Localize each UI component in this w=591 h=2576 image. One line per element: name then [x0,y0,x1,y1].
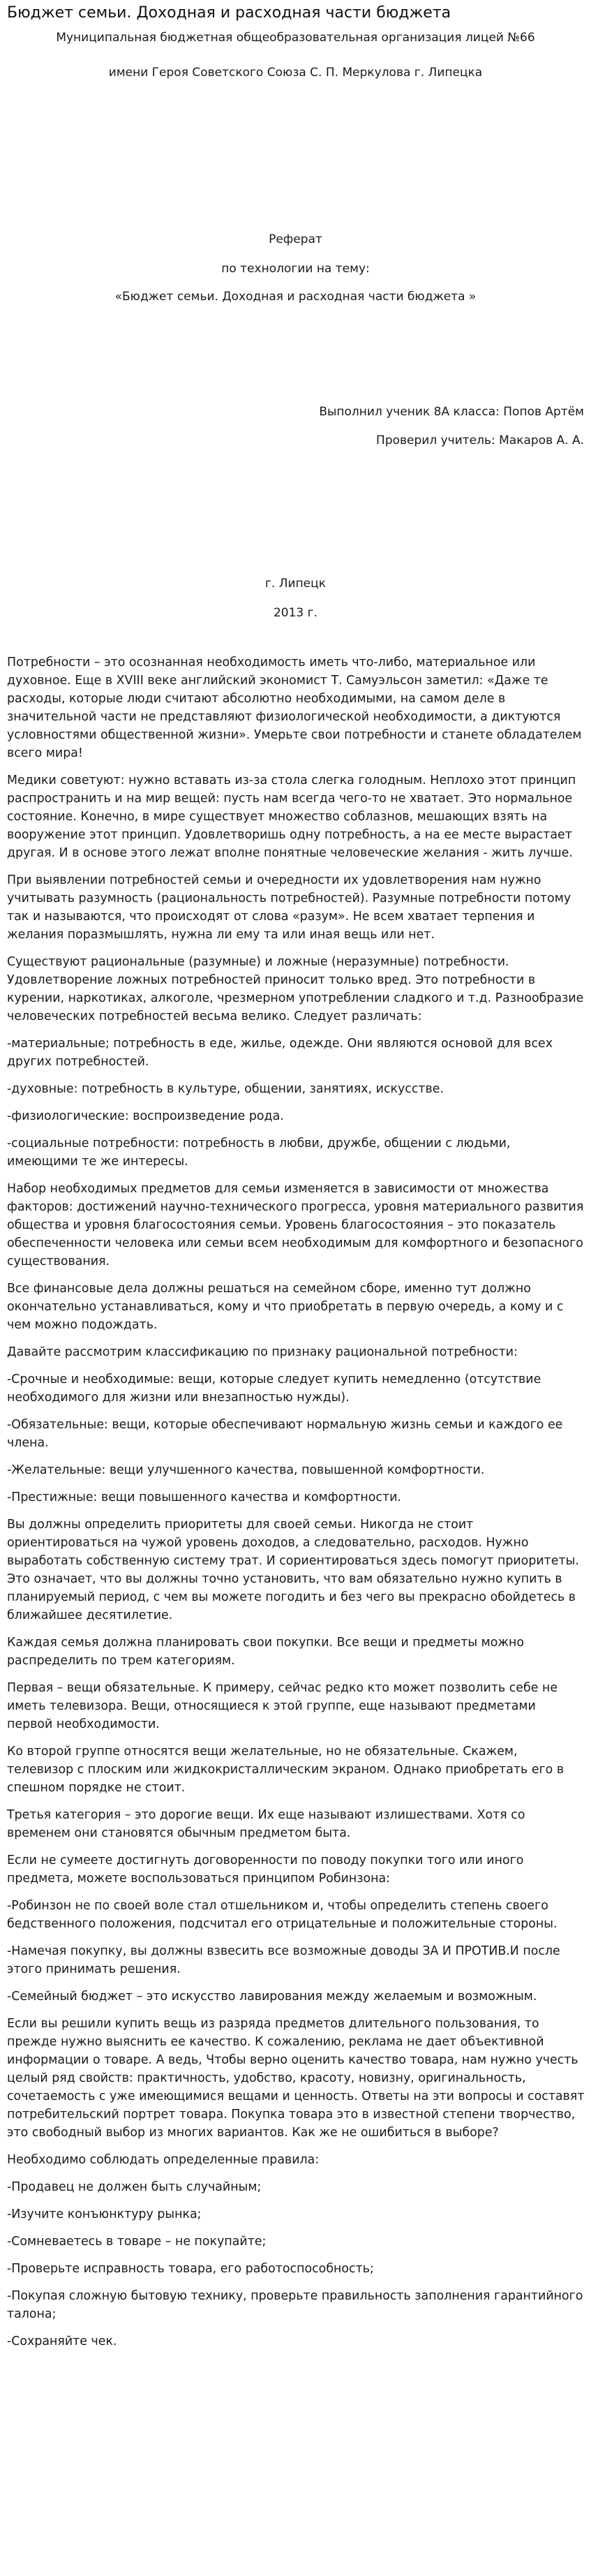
school-name-line2: имени Героя Советского Союза С. П. Меркулова г. Липецка [108,66,483,80]
paragraph: -духовные: потребность в культуре, общении, занятиях, искусстве. [7,1082,444,1096]
paragraph: -материальные; потребность в еде, жилье, одежде. Они являются основой для всех других потребностей. [7,1037,553,1069]
paragraph: Давайте рассмотрим классификацию по признаку рациональной потребности: [7,1345,518,1359]
essay-topic: «Бюджет семьи. Доходная и расходная части бюджета » [114,290,477,304]
paragraph: При выявлении потребностей семьи и очередности их удовлетворения нам нужно учитывать разумность (рациональность потребностей). Разумные потребности потому так и называются, что происходят от слова «разум». Не всем хватает терпения и желания поразмышлять, нужна ли ему та или иная вещь или нет. [7,873,571,942]
paragraph: Если вы решили купить вещь из разряда предметов длительного пользования, то прежде нужно выяснить ее качество. К сожалению, реклама не дает объективной информации о товаре. А ведь, Чтобы верно оценить качество товара, нам нужно учесть целый ряд свойств: практичность, удобство, красоту, новизну, оригинальность, сочетаемость с уже имеющимися вещами и ценность. Ответы на эти вопросы и составят потребительский портрет товара. Покупка товара это в известной степени творчество, это свободный выбор из многих вариантов. Как же не ошибиться в выборе? [7,2017,585,2140]
paragraph: -Проверьте исправность товара, его работоспособность; [7,2262,374,2276]
paragraph: -Робинзон не по своей воле стал отшельником и, чтобы определить степень своего бедственного положения, подсчитал его отрицательные и положительные стороны. [7,1899,558,1931]
paragraph: -Обязательные: вещи, которые обеспечивают нормальную жизнь семьи и каждого ее члена. [7,1418,563,1450]
paragraph: -Семейный бюджет – это искусство лавирования между желаемым и возможным. [7,1990,537,2004]
essay-body [7,653,585,2360]
paragraph: Если не сумеете достигнуть договоренности по поводу покупки того или иного предмета, можете воспользоваться принципом Робинзона: [7,1853,524,1886]
paragraph: Все финансовые дела должны решаться на семейном сборе, именно тут должно окончательно устанавливаться, кому и что приобретать в первую очередь, а кому и с чем можно подождать. [7,1282,564,1332]
paragraph: -Срочные и необходимые: вещи, которые следует купить немедленно (отсутствие необходимого для жизни или внезапностью нужды). [7,1372,541,1405]
paragraph: -Сохраняйте чек. [7,2334,117,2348]
paragraph: -социальные потребности: потребность в любви, дружбе, общении с людьми, имеющими те же интересы. [7,1137,511,1169]
paragraph: -Престижные: вещи повышенного качества и комфортности. [7,1490,401,1504]
paragraph: Медики советуют: нужно вставать из-за стола слегка голодным. Неплохо этот принцип распространить и на мир вещей: пусть нам всегда чего-то не хватает. Это нормальное состояние. Конечно, в мире существует множество соблазнов, мешающих взять на вооружение этот принцип. Удовлетворишь одну потребность, а на ее месте вырастает другая. И в основе этого лежат вполне понятные человеческие желания - жить лучше. [7,773,576,860]
paragraph: Существуют рациональные (разумные) и ложные (неразумные) потребности. Удовлетворение ложных потребностей приносит только вред. Это потребности в курении, наркотиках, алкоголе, чрезмерном употреблении сладкого и т.д. Разнообразие человеческих потребностей весьма велико. Следует различать: [7,955,584,1023]
paragraph: Набор необходимых предметов для семьи изменяется в зависимости от множества факторов: достижений научно-технического прогресса, уровня материального развития общества и уровня благосостояния семьи. Уровень благосостояния – это показатель обеспеченности человека или семьи всем необходимым для комфортного и безопасного существования. [7,1182,584,1268]
performer-line: Выполнил ученик 8А класса: Попов Артём [319,405,584,419]
school-name-line1: Муниципальная бюджетная общеобразовательная организация лицей №66 [56,31,535,45]
paragraph: -Покупая сложную бытовую технику, проверьте правильность заполнения гарантийного талона; [7,2289,583,2321]
year: 2013 г. [273,606,317,620]
paragraph: Потребности – это осознанная необходимость иметь что-либо, материальное или духовное. Еще в XVIII веке английский экономист Т. Самуэльсон заметил: «Даже те расходы, которые люди считают абсолютно необходимыми, на самом деле в значительной части не представляют физиологической необходимости, а диктуются условностями общественной жизни». Умерьте свои потребности и станете обладателем всего мира! [7,656,582,760]
paragraph: Ко второй группе относятся вещи желательные, но не обязательные. Скажем, телевизор с плоским или жидкокристаллическим экраном. Однако приобретать его в спешном порядке не стоит. [7,1745,564,1795]
page-title: Бюджет семьи. Доходная и расходная части бюджета [7,4,451,22]
paragraph: -Желательные: вещи улучшенного качества, повышенной комфортности. [7,1463,485,1477]
paragraph: Каждая семья должна планировать свои покупки. Все вещи и предметы можно распределить по трем категориям. [7,1636,525,1668]
paragraph: -Намечая покупку, вы должны взвесить все возможные доводы ЗА И ПРОТИВ.И после этого принимать решения. [7,1944,560,1976]
essay-type: Реферат [269,232,322,246]
paragraph: Третья категория – это дорогие вещи. Их еще называют излишествами. Хотя со временем они становятся обычным предметом быта. [7,1808,525,1840]
paragraph: -Сомневаетесь в товаре – не покупайте; [7,2235,267,2249]
paragraph: -Изучите конъюнктуру рынка; [7,2207,202,2221]
paragraph: Первая – вещи обязательные. К примеру, сейчас редко кто может позволить себе не иметь телевизора. Вещи, относящиеся к этой группе, еще называют предметами первой необходимости. [7,1681,558,1731]
paragraph: -Продавец не должен быть случайным; [7,2180,262,2194]
paragraph: -физиологические: воспроизведение рода. [7,1109,284,1123]
essay-subject: по технологии на тему: [221,262,370,276]
place: г. Липецк [265,577,326,591]
paragraph: Вы должны определить приоритеты для своей семьи. Никогда не стоит ориентироваться на чужой уровень доходов, а следовательно, расходов. Нужно выработать собственную систему трат. И сориентироваться здесь помогут приоритеты. Это означает, что вы должны точно установить, что вам обязательно нужно купить в планируемый период, с чем вы можете погодить и без чего вы прекрасно обойдетесь в ближайшее десятилетие. [7,1518,579,1622]
paragraph: Необходимо соблюдать определенные правила: [7,2153,320,2167]
checker-line: Проверил учитель: Макаров А. А. [376,434,584,447]
